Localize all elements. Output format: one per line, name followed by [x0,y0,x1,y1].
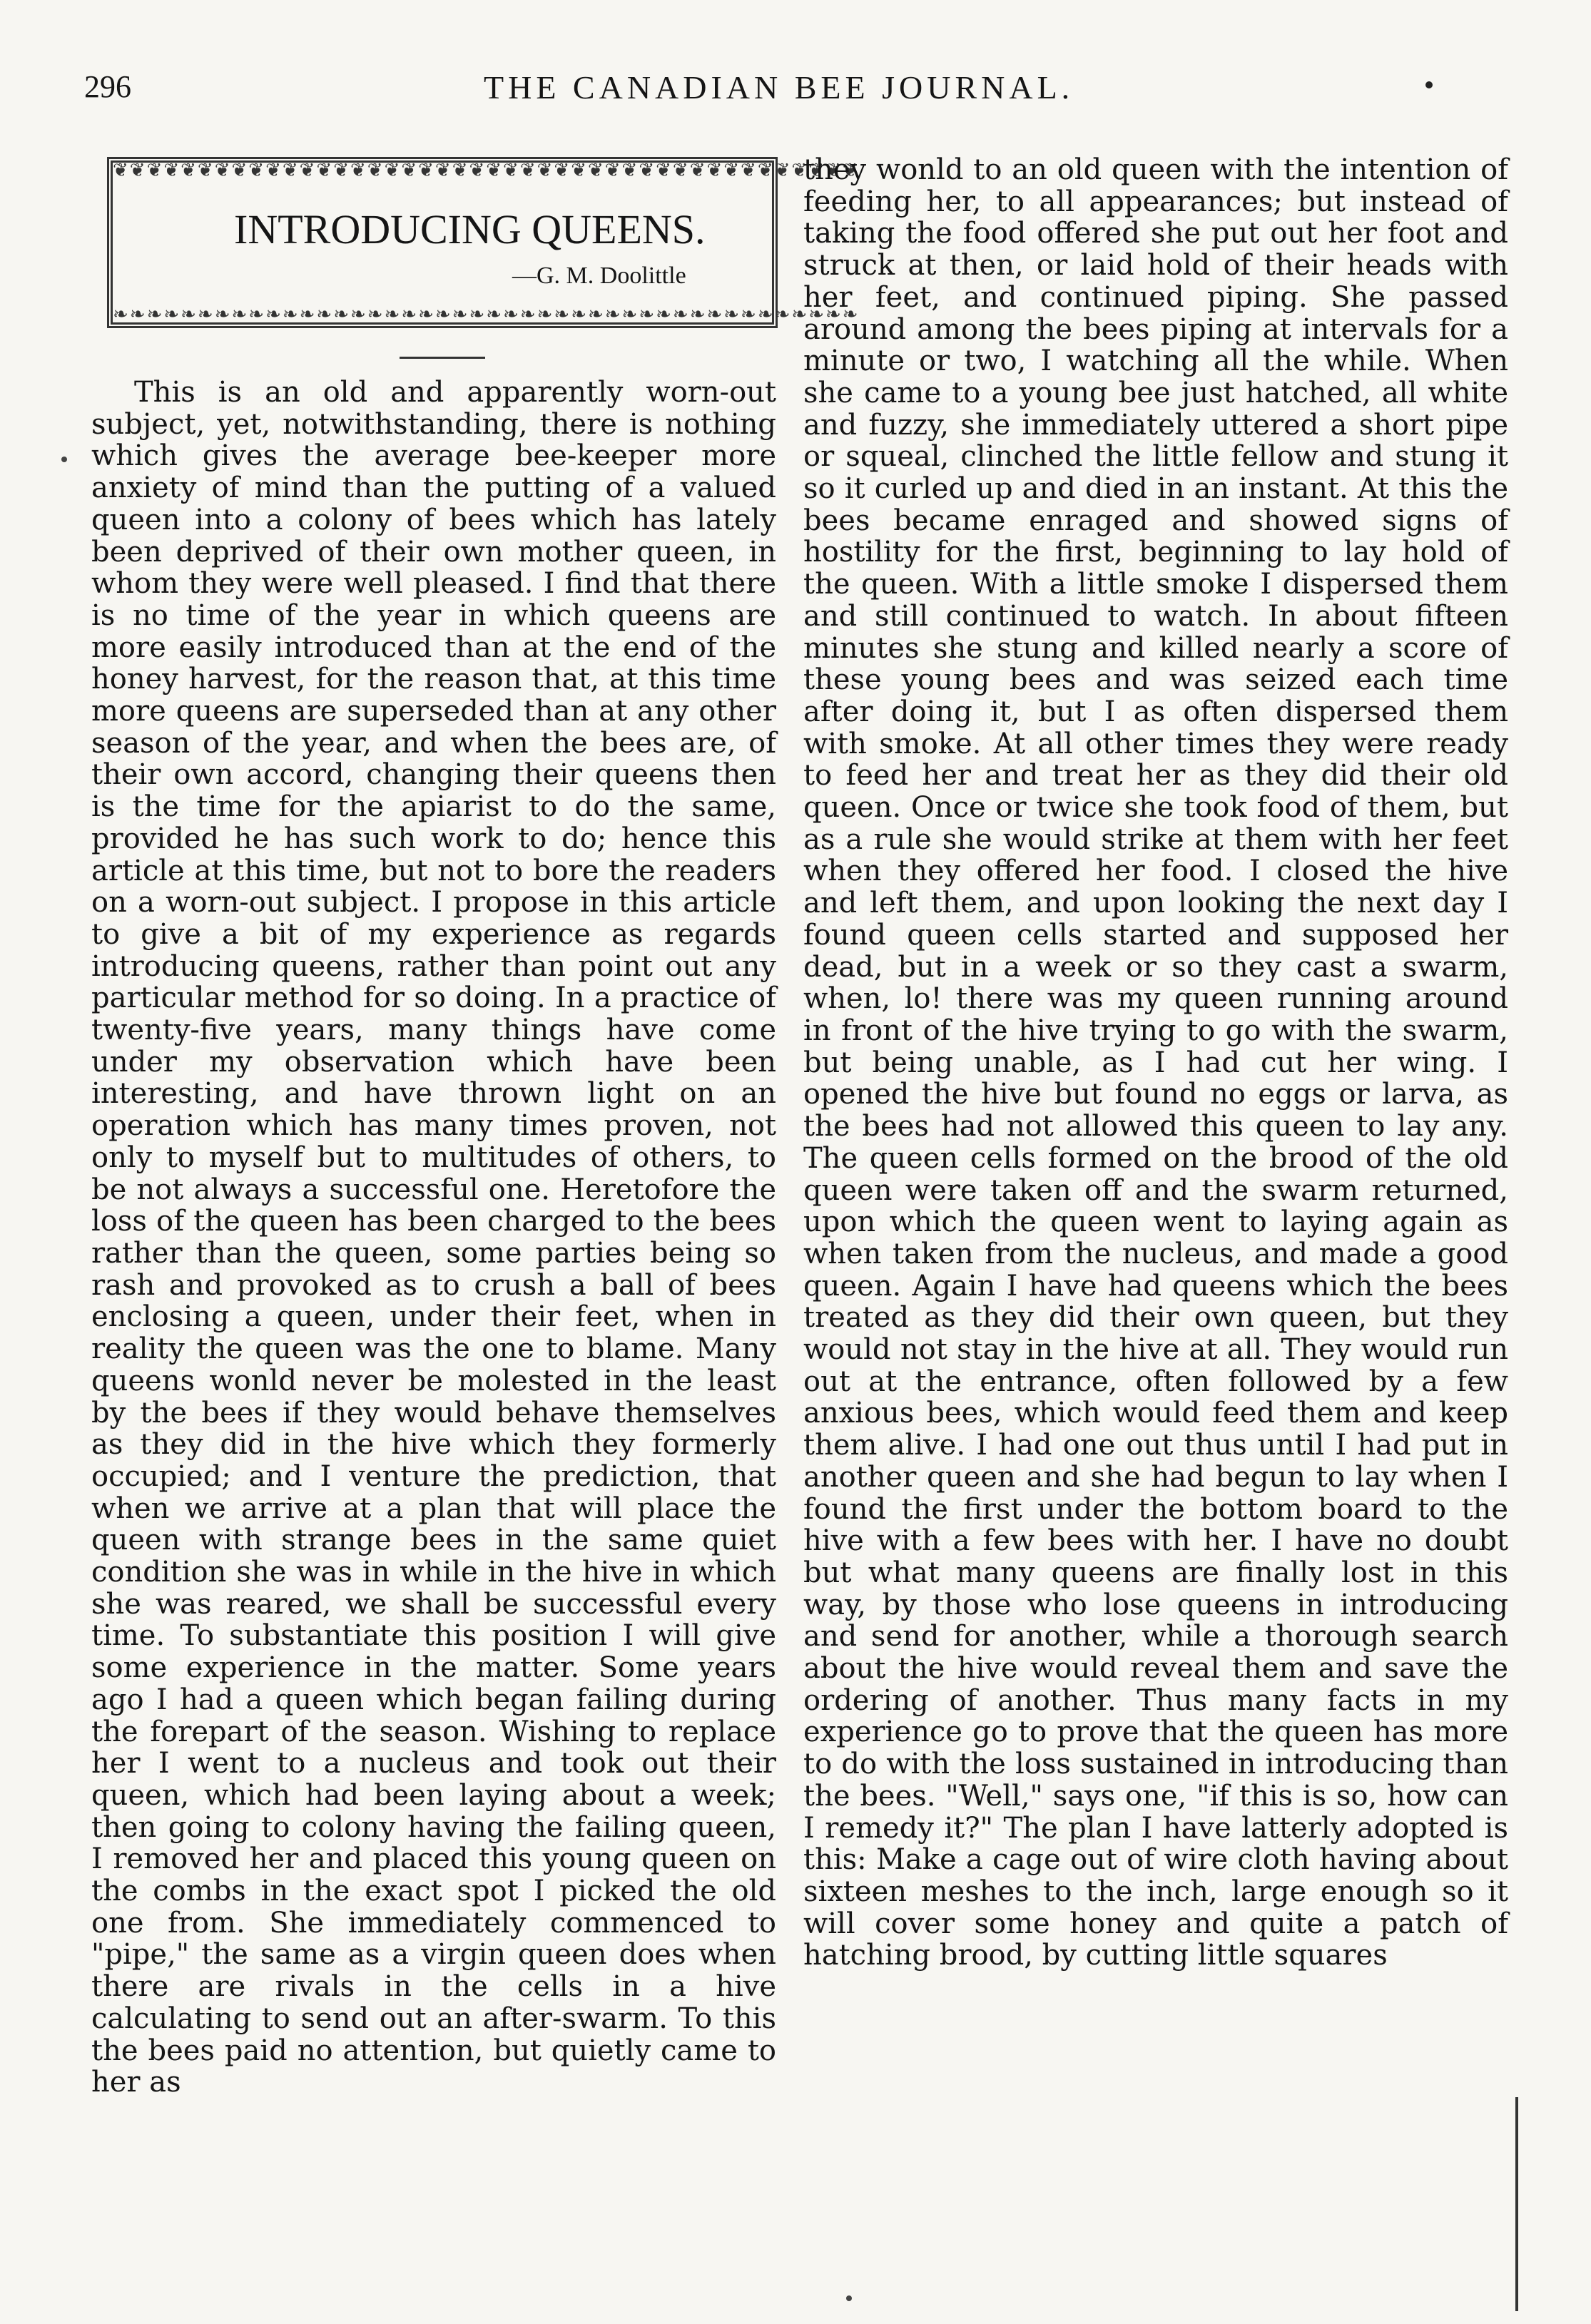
stray-mark [846,2295,852,2301]
margin-rule [1515,2097,1518,2311]
ornament-border-bottom: ❧❧❧❧❧❧❧❧❧❧❧❧❧❧❧❧❧❧❧❧❧❧❧❧❧❧❧❧❧❧❧❧❧❧❧❧❧❧❧❧❧❧❧❧ [113,304,860,325]
right-column-text: they wonld to an old queen with the intention of feeding her, to all appearances; but instead of taking the food offered she put out her foot and struck at then, or laid hold of their heads with her feet, and continued piping. She passed around among the bees piping at intervals for a minute or two, I watching all the while. When she came to a young bee just hatched, all white and fuzzy, she immediately uttered a short pipe or squeal, clinched the little fellow and stung it so it curled up and died in an instant. At this the bees became enraged and showed signs of hostility for the first, beginning to lay hold of the queen. With a little smoke I dispersed them and still continued to watch. In about fifteen minutes she stung and killed nearly a score of these young bees and was seized each time after doing it, but I as often dispersed them with smoke. At all other times they were ready to feed her and treat her as they did their old queen. Once or twice she took food of them, but as a rule she would strike at them with her feet when they offered her food. I closed the hive and left them, and upon looking the next day I found queen cells started and supposed her dead, but in a week or so they cast a swarm, when, lo! there was my queen running around in front of the hive trying to go with the swarm, but being unable, as I had cut her wing. I opened the hive but found no eggs or larva, as the bees had not allowed this queen to lay any. The queen cells formed on the brood of the old queen were taken off and the swarm returned, upon which the queen went to laying again as when taken from the nucleus, and made a good queen. Again I have had queens which the bees treated as they did their own queen, but they would not stay in the hive at all. They would run out at the entrance, often followed by a few anxious bees, which would feed them and keep them alive. I had one out thus until I had put in another queen and she had begun to lay when I found the first under the bottom board to the hive with a few bees with her. I have no doubt but what many queens are finally lost in this way, by those who lose queens in introducing and send for another, while a thorough search about the hive would reveal them and save the ordering of another. Thus many facts in my experience go to prove that the queen has more to do with the loss sustained in introducing than the bees. "Well," says one, "if this is so, how can I remedy it?" The plan I have latterly adopted is this: Make a cage out of wire cloth having about sixteen meshes to the inch, large enough so it will cover some honey and quite a patch of hatching brood, by cutting little squares [803,153,1508,1972]
running-header [84,68,1483,118]
title-rule [400,357,485,359]
right-column [803,154,1508,1972]
journal-title: THE CANADIAN BEE JOURNAL. [484,69,1074,106]
article-title: INTRODUCING QUEENS. [234,206,706,253]
left-column-text: This is an old and apparently worn-out subject, yet, notwithstanding, there is nothing which gives the average bee-keeper more anxiety of mind than the putting of a valued queen into a colony of bees which has lately been deprived of their own mother queen, in whom they were well pleased. I find that there is no time of the year in which queens are more easily introduced than at the end of the honey harvest, for the reason that, at this time more queens are superseded than at any other season of the year, and when the bees are, of their own accord, changing their queens then is the time for the apiarist to do the same, provided he has such work to do; hence this article at this time, but not to bore the readers on a worn-out subject. I propose in this article to give a bit of my experience as regards introducing queens, rather than point out any particular method for so doing. In a practice of twenty-five years, many things have come under my observation which have been interesting, and have thrown light on an operation which has many times proven, not only to myself but to multitudes of others, to be not always a successful one. Heretofore the loss of the queen has been charged to the bees rather than the queen, some parties being so rash and provoked as to crush a ball of bees enclosing a queen, under their feet, when in reality the queen was the one to blame. Many queens wonld never be molested in the least by the bees if they would behave themselves as they did in the hive which they formerly occupied; and I venture the prediction, that when we arrive at a plan that will place the queen with strange bees in the same quiet condition she was in while in the hive in which she was reared, we shall be successful every time. To substantiate this position I will give some experience in the matter. Some years ago I had a queen which began failing during the forepart of the season. Wishing to replace her I went to a nucleus and took out their queen, which had been laying about a week; then going to colony having the failing queen, I removed her and placed this young queen on the combs in the exact spot I picked the old one from. She immediately commenced to "pipe," the same as a virgin queen does when there are rivals in the cells in a hive calculating to send out an after-swarm. To this the bees paid no attention, but quietly came to her as [91,376,776,2099]
stray-mark [61,457,67,462]
header-dot [1425,81,1433,88]
page-number: 296 [84,69,131,104]
ornament-border-top: ❦❦❦❦❦❦❦❦❦❦❦❦❦❦❦❦❦❦❦❦❦❦❦❦❦❦❦❦❦❦❦❦❦❦❦❦❦❦❦❦❦❦❦❦ [113,160,860,181]
left-column [91,377,776,2099]
title-ornament-box [107,157,860,328]
article-author: —G. M. Doolittle [512,263,686,289]
